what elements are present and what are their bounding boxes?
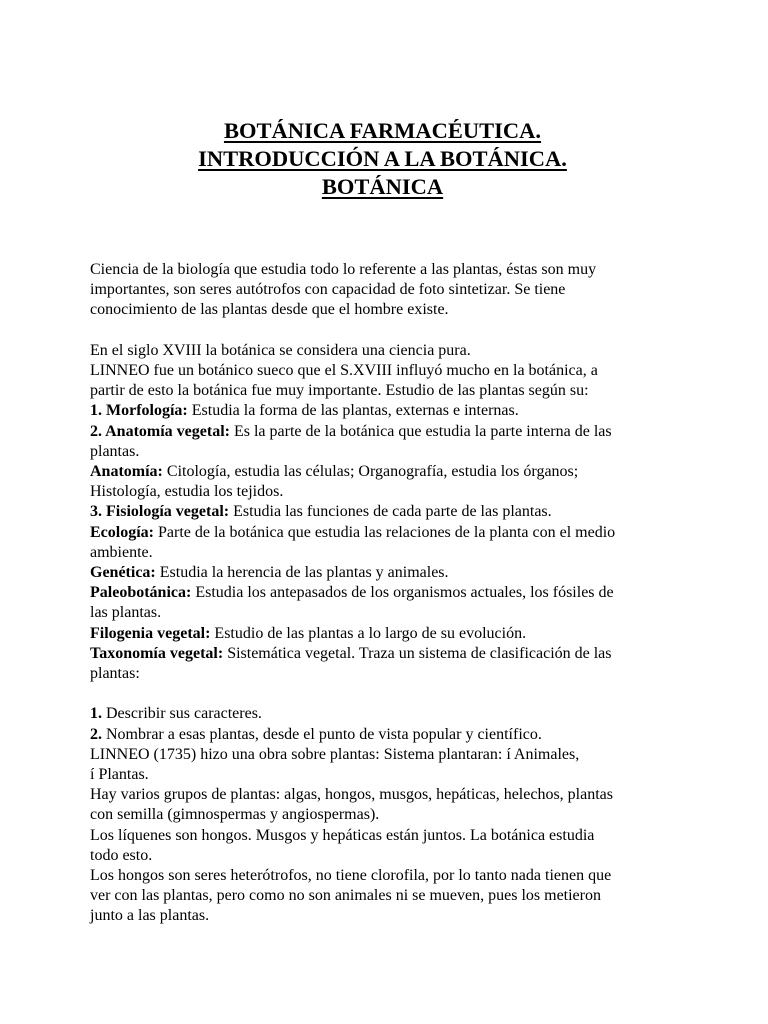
text-line: Hay varios grupos de plantas: algas, hongos, musgos, hepáticas, helechos, plantas bbox=[90, 786, 613, 804]
item-paleobotanica bbox=[90, 583, 675, 603]
text-line: ver con las plantas, pero como no son animales ni se mueven, pues los metieron bbox=[90, 887, 601, 905]
steps-paragraph bbox=[90, 704, 675, 926]
step-2 bbox=[90, 725, 675, 745]
text-line: Los líquenes son hongos. Musgos y hepáticas están juntos. La botánica estudia bbox=[90, 826, 595, 844]
text-line: plantas. bbox=[90, 442, 140, 460]
item-text: Estudia la herencia de las plantas y animales. bbox=[155, 564, 449, 582]
item-term: 1. Morfología: bbox=[90, 402, 188, 420]
item-ecologia bbox=[90, 523, 675, 543]
text-line: En el siglo XVIII la botánica se considera una ciencia pura. bbox=[90, 341, 471, 359]
item-term: Genética: bbox=[90, 564, 156, 582]
item-term: Anatomía: bbox=[90, 463, 163, 481]
text-line: todo esto. bbox=[90, 846, 153, 864]
title-line-2: INTRODUCCIÓN A LA BOTÁNICA. bbox=[198, 146, 567, 171]
text-line: Los hongos son seres heterótrofos, no tiene clorofila, por lo tanto nada tienen que bbox=[90, 867, 612, 885]
item-filogenia bbox=[90, 624, 675, 644]
item-anatomia bbox=[90, 462, 675, 482]
text-line: partir de esto la botánica fue muy importante. Estudio de las plantas según su: bbox=[90, 382, 589, 400]
item-term: Taxonomía vegetal: bbox=[90, 644, 224, 662]
text-line: con semilla (gimnospermas y angiospermas). bbox=[90, 806, 380, 824]
item-term: 2. Anatomía vegetal: bbox=[90, 422, 230, 440]
text-line: importantes, son seres autótrofos con capacidad de foto sintetizar. Se tiene bbox=[90, 281, 566, 299]
item-text: Estudia los antepasados de los organismos actuales, los fósiles de bbox=[191, 584, 614, 602]
item-text: Citología, estudia las células; Organografía, estudia los órganos; bbox=[162, 463, 579, 481]
text-line: plantas: bbox=[90, 665, 140, 683]
title-line-3: BOTÁNICA bbox=[321, 174, 444, 199]
text-line: í Plantas. bbox=[90, 766, 149, 784]
text-line: junto a las plantas. bbox=[90, 907, 210, 925]
text-line: ambiente. bbox=[90, 543, 153, 561]
item-text: Sistemática vegetal. Traza un sistema de clasificación de las bbox=[223, 644, 612, 662]
text-line: LINNEO fue un botánico sueco que el S.XVIII influyó mucho en la botánica, a bbox=[90, 362, 598, 379]
item-term: Filogenia vegetal: bbox=[90, 624, 211, 642]
intro-paragraph bbox=[90, 260, 675, 321]
item-text: Estudia las funciones de cada parte de las plantas. bbox=[229, 503, 552, 521]
item-genetica bbox=[90, 563, 675, 583]
text-line: Ciencia de la biología que estudia todo lo referente a las plantas, éstas son muy bbox=[90, 261, 597, 278]
title-line-1: BOTÁNICA FARMACÉUTICA. bbox=[223, 118, 542, 143]
history-paragraph bbox=[90, 341, 675, 684]
document-body bbox=[90, 117, 675, 927]
item-taxonomia bbox=[90, 644, 675, 664]
item-text: Estudia la forma de las plantas, externas e internas. bbox=[187, 402, 519, 420]
item-text: Estudio de las plantas a lo largo de su evolución. bbox=[210, 624, 527, 642]
step-number: 1. bbox=[90, 705, 102, 723]
item-anatomia-vegetal bbox=[90, 422, 675, 442]
item-fisiologia bbox=[90, 502, 675, 522]
item-term: Ecología: bbox=[90, 523, 154, 541]
step-number: 2. bbox=[90, 725, 102, 743]
document-text bbox=[90, 260, 675, 927]
document-title bbox=[90, 117, 675, 201]
step-text: Describir sus caracteres. bbox=[102, 705, 262, 723]
item-term: Paleobotánica: bbox=[90, 584, 192, 602]
item-text: Es la parte de la botánica que estudia la parte interna de las bbox=[229, 422, 612, 440]
item-term: 3. Fisiología vegetal: bbox=[90, 503, 230, 521]
text-line: Histología, estudia los tejidos. bbox=[90, 483, 284, 501]
text-line: LINNEO (1735) hizo una obra sobre plantas: Sistema plantaran: í Animales, bbox=[90, 745, 580, 763]
text-line: conocimiento de las plantas desde que el hombre existe. bbox=[90, 301, 449, 319]
step-text: Nombrar a esas plantas, desde el punto de vista popular y científico. bbox=[102, 725, 542, 743]
item-morfologia bbox=[90, 401, 675, 421]
item-text: Parte de la botánica que estudia las relaciones de la planta con el medio bbox=[154, 523, 616, 541]
step-1 bbox=[90, 704, 675, 724]
text-line: las plantas. bbox=[90, 604, 162, 622]
